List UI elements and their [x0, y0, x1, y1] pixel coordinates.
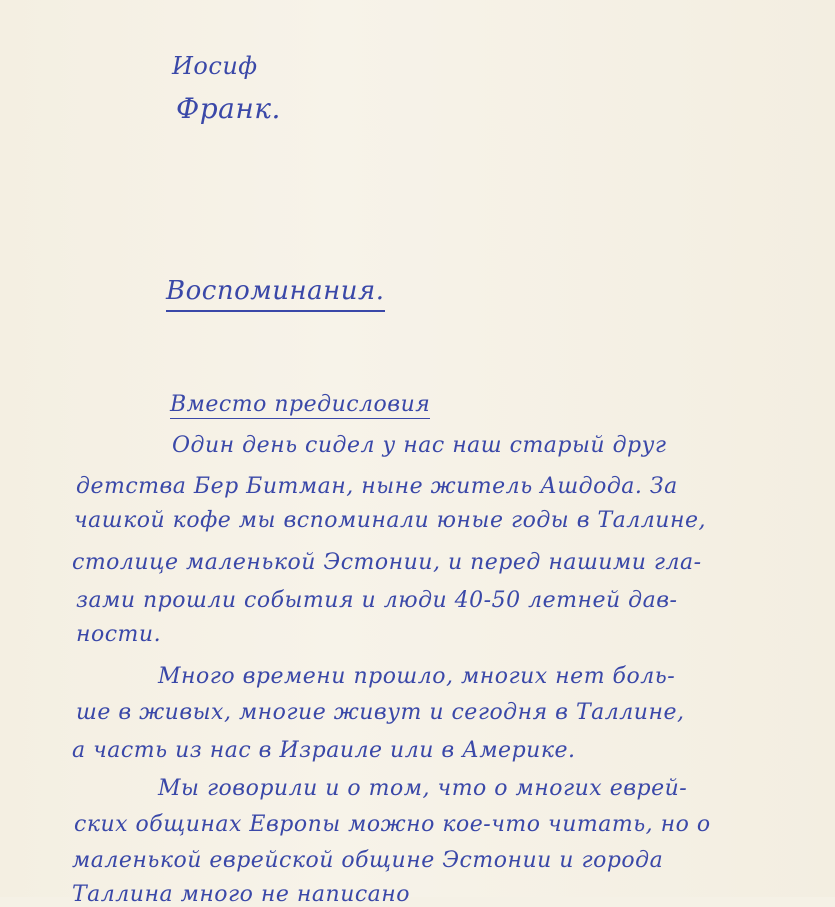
- body-line: Много времени прошло, многих нет боль-: [158, 664, 676, 689]
- body-line: Мы говорили и о том, что о многих еврей-: [158, 776, 688, 801]
- author-first-name: Иосиф: [172, 52, 258, 80]
- document-title: Воспоминания.: [166, 276, 385, 312]
- body-line: столице маленькой Эстонии, и перед нашими гла-: [72, 550, 702, 575]
- body-line: ских общинах Европы можно кое-что читать, но о: [74, 812, 711, 837]
- body-line: ше в живых, многие живут и сегодня в Таллине,: [76, 700, 685, 725]
- section-heading: Вместо предисловия: [170, 392, 431, 417]
- body-line: детства Бер Битман, ныне житель Ашдода. За: [76, 474, 678, 499]
- body-line: ности.: [76, 622, 162, 647]
- body-line: Таллина много не написано: [72, 882, 411, 907]
- body-line: маленькой еврейской общине Эстонии и города: [72, 848, 664, 873]
- body-line: Один день сидел у нас наш старый друг: [172, 433, 667, 458]
- body-line: зами прошли события и люди 40-50 летней дав-: [76, 588, 678, 613]
- author-last-name: Франк.: [176, 92, 281, 125]
- body-line: а часть из нас в Израиле или в Америке.: [72, 738, 576, 763]
- body-line: чашкой кофе мы вспоминали юные годы в Таллине,: [74, 508, 706, 533]
